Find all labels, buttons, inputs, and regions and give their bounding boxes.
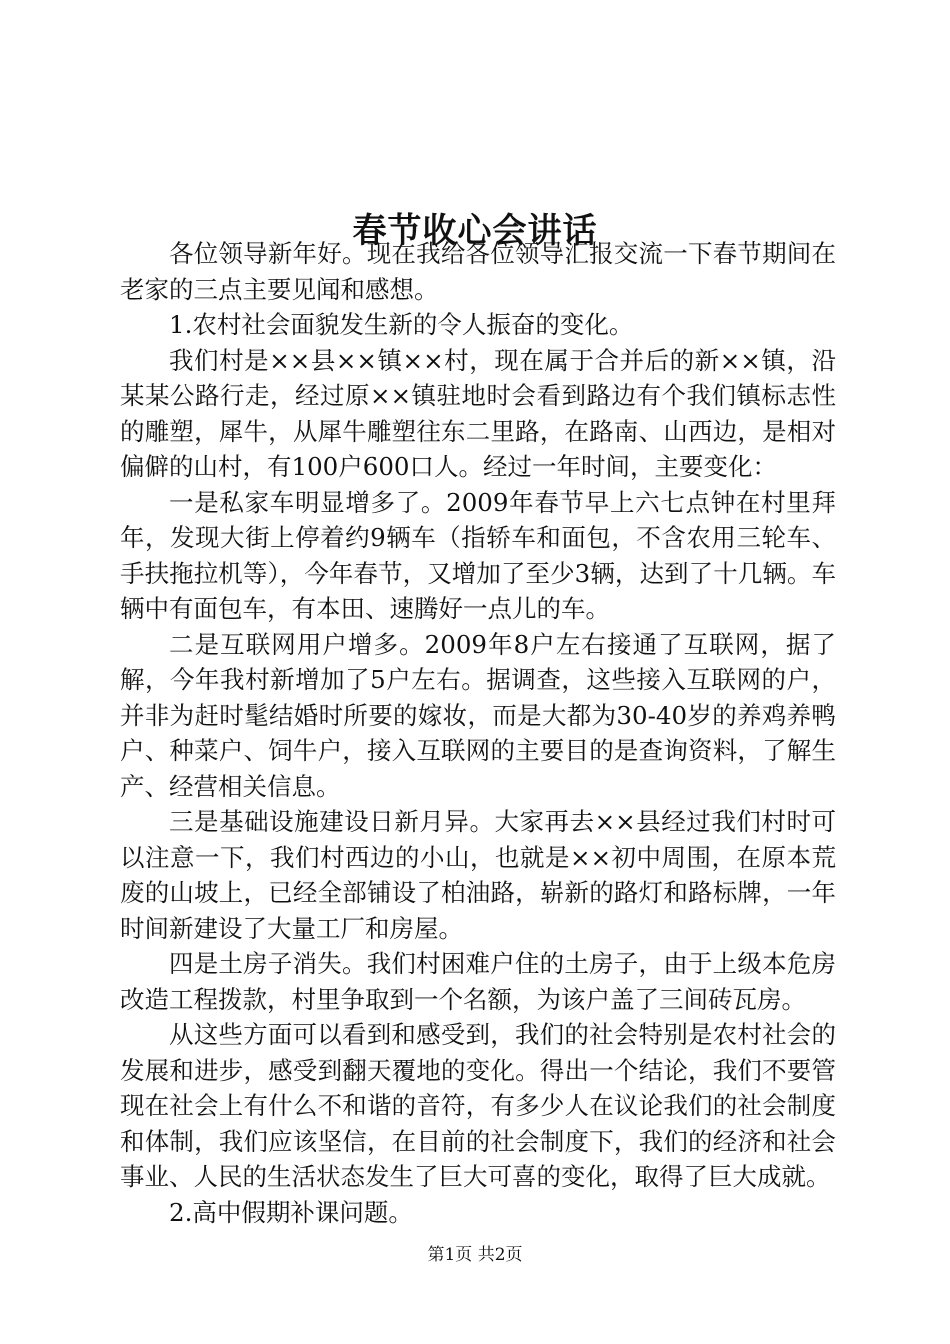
paragraph-conclusion: 从这些方面可以看到和感受到，我们的社会特别是农村社会的发展和进步，感受到翻天覆地的变化。得出一个结论，我们不要管现在社会上有什么不和谐的音符，有多少人在议论我们的社会制度和体制，我们应该坚信，在目前的社会制度下，我们的经济和社会事业、人民的生活状态发生了巨大可喜的变化，取得了巨大成就。 — [120, 1020, 836, 1191]
section-heading-1: 1.农村社会面貌发生新的令人振奋的变化。 — [169, 310, 634, 339]
document-title: 春节收心会讲话 — [352, 210, 598, 251]
paragraph-greeting: 各位领导新年好。现在我给各位领导汇报交流一下春节期间在老家的三点主要见闻和感想。 — [120, 239, 836, 304]
paragraph-private-cars: 一是私家车明显增多了。2009年春节早上六七点钟在村里拜年，发现大街上停着约9辆车（指轿车和面包，不含农用三轮车、手扶拖拉机等），今年春节，又增加了至少3辆，达到了十几辆。车辆中有面包车，有本田、速腾好一点儿的车。 — [120, 487, 836, 623]
page-number: 第1页 共2页 — [427, 1245, 523, 1265]
paragraph-internet-users: 二是互联网用户增多。2009年8户左右接通了互联网，据了解，今年我村新增加了5户左右。据调查，这些接入互联网的户，并非为赶时髦结婚时所要的嫁妆，而是大都为30-40岁的养鸡养鸭户、种菜户、饲牛户，接入互联网的主要目的是查询资料，了解生产、经营相关信息。 — [120, 629, 836, 801]
document-body — [120, 236, 836, 1230]
section-heading-2: 2.高中假期补课问题。 — [169, 1197, 413, 1227]
paragraph-earth-houses: 四是土房子消失。我们村困难户住的土房子，由于上级本危房改造工程拨款，村里争取到一个名额，为该户盖了三间砖瓦房。 — [120, 949, 836, 1014]
paragraph-infrastructure: 三是基础设施建设日新月异。大家再去××县经过我们村时可以注意一下，我们村西边的小山，也就是××初中周围，在原本荒废的山坡上，已经全部铺设了柏油路，崭新的路灯和路标牌，一年时间新建设了大量工厂和房屋。 — [120, 807, 836, 943]
paragraph-village-intro: 我们村是××县××镇××村，现在属于合并后的新××镇，沿某某公路行走，经过原××镇驻地时会看到路边有个我们镇标志性的雕塑，犀牛，从犀牛雕塑往东二里路，在路南、山西边，是相对偏僻的山村，有100户600口人。经过一年时间，主要变化： — [120, 345, 836, 481]
